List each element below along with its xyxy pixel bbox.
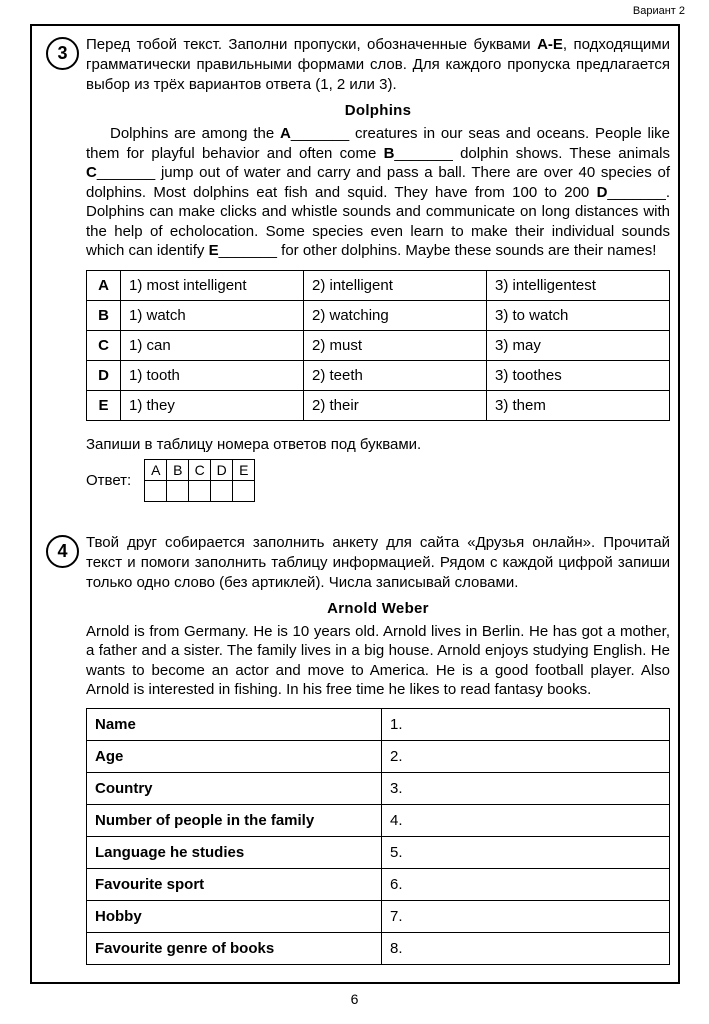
- task3-reading-text: Dolphins are among the A_______ creatures in our seas and oceans. People like them for playful behavior and often come B_______ dolphin shows. These animals C_______ jump out of water and carry and pass a ball. There are over 40 species of dolphins. Most dolphins eat fish and squid. They have from 100 to 200 D_______. Dolphins can make clicks and whistle sounds and communicate on long distances with the help of echolocation. Some species even learn to make their individual sounds which can identify E_______ for other dolphins. Maybe these sounds are their names!: [86, 125, 670, 259]
- answer-table: [144, 459, 255, 502]
- form-number-cell: 7.: [382, 900, 670, 932]
- option-letter: E: [87, 390, 121, 420]
- form-number-cell: 8.: [382, 932, 670, 964]
- task-3: [46, 35, 670, 502]
- form-label: Country: [87, 772, 382, 804]
- task3-note: Запиши в таблицу номера ответов под буквами.: [86, 435, 422, 453]
- form-number-cell: 6.: [382, 868, 670, 900]
- table-row: [87, 932, 670, 964]
- form-label: Favourite sport: [87, 868, 382, 900]
- task4-number: 4: [57, 540, 68, 561]
- page-number: 6: [350, 991, 359, 1007]
- option-3: 3) intelligentest: [487, 270, 670, 300]
- task4-content: [86, 600, 670, 965]
- task-4: [46, 533, 670, 965]
- option-2: 2) teeth: [304, 360, 487, 390]
- answer-label: Ответ:: [86, 471, 132, 489]
- form-number-cell: 4.: [382, 804, 670, 836]
- answer-block: [86, 459, 670, 502]
- task3-header: [46, 35, 670, 95]
- task3-number-badge: [46, 37, 79, 70]
- answer-values-row: [145, 480, 255, 501]
- option-letter: A: [87, 270, 121, 300]
- form-label: Number of people in the family: [87, 804, 382, 836]
- option-3: 3) them: [487, 390, 670, 420]
- form-label: Age: [87, 740, 382, 772]
- table-row: [87, 804, 670, 836]
- answer-letter: C: [189, 459, 211, 480]
- option-letter: B: [87, 300, 121, 330]
- form-label: Hobby: [87, 900, 382, 932]
- answer-letter: D: [211, 459, 233, 480]
- option-1: 1) can: [121, 330, 304, 360]
- answer-cell: [233, 480, 255, 501]
- table-row: [87, 900, 670, 932]
- table-row: [87, 868, 670, 900]
- answer-cell: [211, 480, 233, 501]
- task3-text-title: Dolphins: [344, 102, 412, 119]
- task4-number-badge: [46, 535, 79, 568]
- options-table: [86, 270, 670, 421]
- option-letter: C: [87, 330, 121, 360]
- table-row: [87, 390, 670, 420]
- option-2: 2) must: [304, 330, 487, 360]
- option-3: 3) to watch: [487, 300, 670, 330]
- table-row: [87, 772, 670, 804]
- option-3: 3) toothes: [487, 360, 670, 390]
- option-letter: D: [87, 360, 121, 390]
- task4-text-title: Arnold Weber: [327, 599, 429, 617]
- table-row: [87, 836, 670, 868]
- table-row: [87, 708, 670, 740]
- task3-content: [86, 102, 670, 502]
- form-label: Favourite genre of books: [87, 932, 382, 964]
- answer-letter: B: [167, 459, 189, 480]
- form-label: Language he studies: [87, 836, 382, 868]
- option-2: 2) watching: [304, 300, 487, 330]
- answer-letters-row: [145, 459, 255, 480]
- task4-header: [46, 533, 670, 593]
- option-1: 1) watch: [121, 300, 304, 330]
- answer-letter: E: [233, 459, 255, 480]
- form-table: [86, 708, 670, 965]
- table-row: [87, 740, 670, 772]
- table-row: [87, 270, 670, 300]
- option-1: 1) they: [121, 390, 304, 420]
- form-number-cell: 2.: [382, 740, 670, 772]
- answer-cell: [145, 480, 167, 501]
- task3-instructions: Перед тобой текст. Заполни пропуски, обозначенные буквами А-Е, подходящими грамматически правильными формами слов. Для каждого пропуска предлагается выбор из трёх вариантов ответа (1, 2 или 3).: [86, 36, 670, 93]
- table-row: [87, 330, 670, 360]
- option-1: 1) tooth: [121, 360, 304, 390]
- form-number-cell: 5.: [382, 836, 670, 868]
- form-number-cell: 1.: [382, 708, 670, 740]
- form-number-cell: 3.: [382, 772, 670, 804]
- task4-reading-text: Arnold is from Germany. He is 10 years old. Arnold lives in Berlin. He has got a mother, a father and a sister. The family lives in a big house. Arnold enjoys studying English. He wants to become an actor and move to America. He is a good football player. Also Arnold is interested in fishing. In his free time he likes to read fantasy books.: [86, 622, 670, 698]
- option-1: 1) most intelligent: [121, 270, 304, 300]
- variant-label: Вариант 2: [632, 5, 685, 17]
- content-frame: [30, 24, 680, 984]
- answer-cell: [167, 480, 189, 501]
- answer-cell: [189, 480, 211, 501]
- table-row: [87, 360, 670, 390]
- form-label: Name: [87, 708, 382, 740]
- table-row: [87, 300, 670, 330]
- option-2: 2) their: [304, 390, 487, 420]
- answer-letter: A: [145, 459, 167, 480]
- option-2: 2) intelligent: [304, 270, 487, 300]
- task4-instructions: Твой друг собирается заполнить анкету для сайта «Друзья онлайн». Прочитай текст и помоги заполнить таблицу информацией. Рядом с каждой цифрой запиши только одно слово (без артиклей). Числа записывай словами.: [86, 533, 670, 591]
- task3-number: 3: [57, 43, 68, 63]
- option-3: 3) may: [487, 330, 670, 360]
